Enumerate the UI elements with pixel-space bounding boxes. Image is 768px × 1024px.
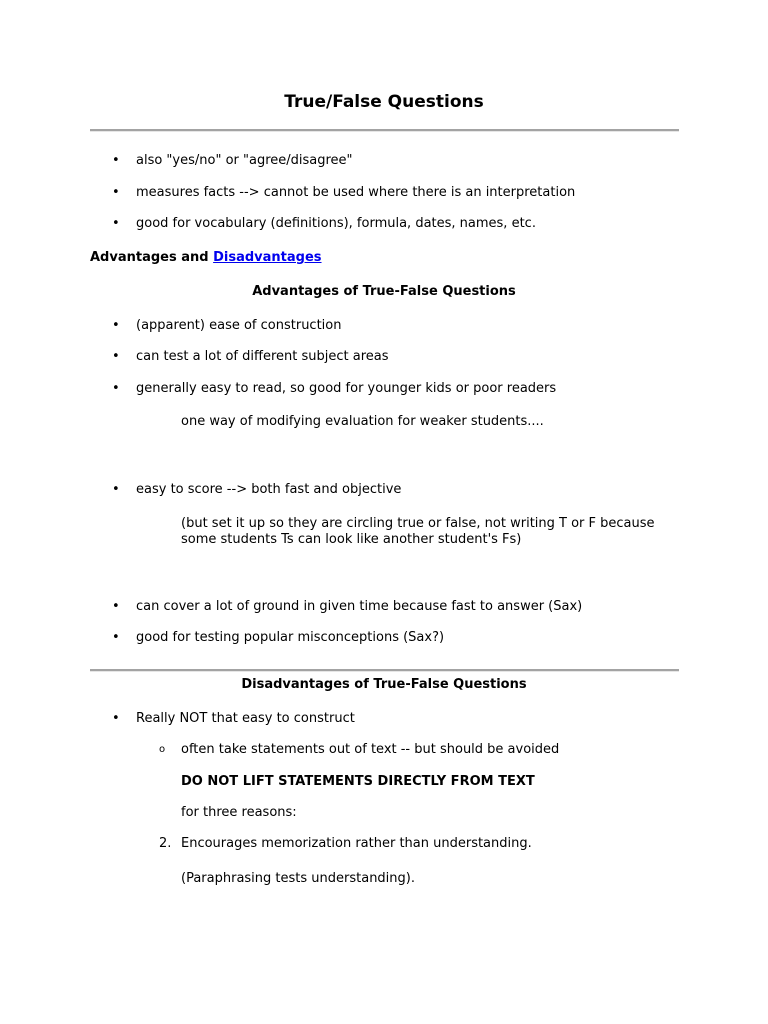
advantage-note-4-line-2: some students Ts can look like another student's Fs)	[181, 532, 522, 547]
bullet-icon: •	[112, 318, 120, 333]
bullet-icon: •	[112, 711, 120, 726]
bullet-icon: •	[112, 599, 120, 614]
advantage-note-3: one way of modifying evaluation for weaker students....	[181, 414, 544, 429]
list-number: 2.	[159, 836, 172, 851]
advantages-and-text: Advantages and	[90, 250, 214, 265]
bullet-icon: •	[112, 482, 120, 497]
advantage-item-3: generally easy to read, so good for younger kids or poor readers	[136, 381, 557, 396]
advantage-item-1: (apparent) ease of construction	[136, 318, 342, 333]
divider-top	[90, 129, 679, 132]
reasons-text: for three reasons:	[181, 805, 297, 820]
circle-bullet-icon: o	[159, 744, 166, 755]
reason-item-2: Encourages memorization rather than understanding.	[181, 836, 532, 851]
intro-item-1: also "yes/no" or "agree/disagree"	[136, 153, 353, 168]
bullet-icon: •	[112, 153, 120, 168]
reason-item-2-note: (Paraphrasing tests understanding).	[181, 871, 415, 886]
advantage-item-4: easy to score --> both fast and objective	[136, 482, 402, 497]
disadvantage-item-1: Really NOT that easy to construct	[136, 711, 355, 726]
disadvantages-heading: Disadvantages of True-False Questions	[241, 677, 527, 692]
divider-middle	[90, 669, 679, 672]
advantages-and-line	[90, 250, 322, 265]
advantage-item-5: can cover a lot of ground in given time because fast to answer (Sax)	[136, 599, 583, 614]
warning-text: DO NOT LIFT STATEMENTS DIRECTLY FROM TEXT	[181, 774, 535, 789]
intro-item-3: good for vocabulary (definitions), formula, dates, names, etc.	[136, 216, 536, 231]
bullet-icon: •	[112, 630, 120, 645]
advantage-note-4-line-1: (but set it up so they are circling true or false, not writing T or F because	[181, 516, 655, 531]
disadvantages-link[interactable]: Disadvantages	[213, 250, 322, 265]
bullet-icon: •	[112, 381, 120, 396]
bullet-icon: •	[112, 349, 120, 364]
advantage-item-2: can test a lot of different subject areas	[136, 349, 389, 364]
bullet-icon: •	[112, 216, 120, 231]
page-title: True/False Questions	[284, 92, 484, 112]
intro-item-2: measures facts --> cannot be used where there is an interpretation	[136, 185, 576, 200]
bullet-icon: •	[112, 185, 120, 200]
advantage-item-6: good for testing popular misconceptions (Sax?)	[136, 630, 445, 645]
advantages-heading: Advantages of True-False Questions	[252, 284, 516, 299]
disadvantage-subitem-1: often take statements out of text -- but should be avoided	[181, 742, 560, 757]
